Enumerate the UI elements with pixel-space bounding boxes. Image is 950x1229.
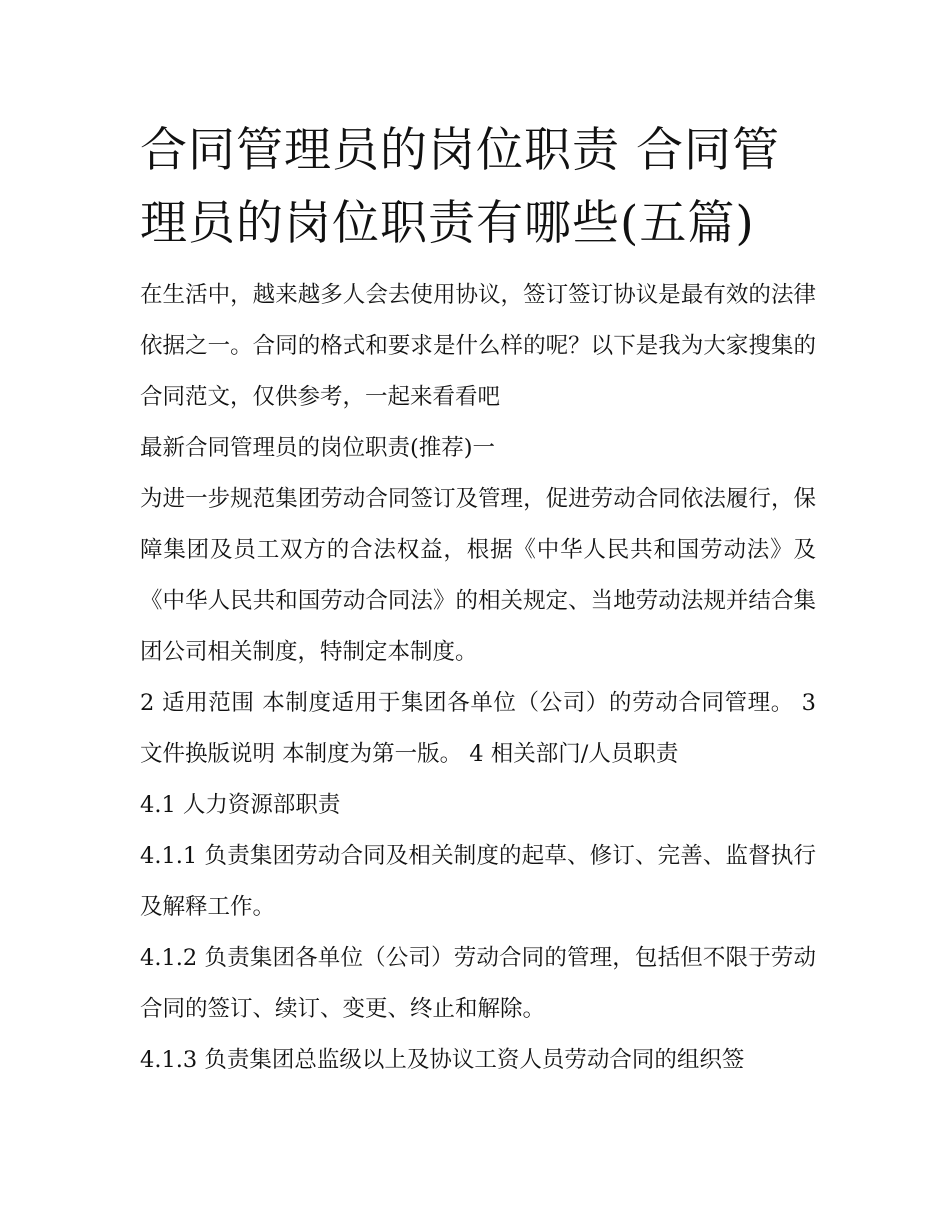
hr-duties-heading: 4.1 人力资源部职责 [140,792,341,818]
duty-item-4-1-1: 4.1.1 负责集团劳动合同及相关制度的起草、修订、完善、监督执行及解释工作。 [140,843,816,920]
document-body [140,114,816,1086]
document-title: 合同管理员的岗位职责 合同管理员的岗位职责有哪些(五篇) [140,123,780,251]
section-heading: 最新合同管理员的岗位职责(推荐)一 [140,435,496,461]
intro-paragraph: 在生活中，越来越多人会去使用协议，签订签订协议是最有效的法律依据之一。合同的格式和要求是什么样的呢？以下是我为大家搜集的合同范文，仅供参考，一起来看看吧 [140,282,816,410]
duty-item-4-1-2: 4.1.2 负责集团各单位（公司）劳动合同的管理，包括但不限于劳动合同的签订、续订、变更、终止和解除。 [140,945,816,1022]
scope-paragraph: 2 适用范围 本制度适用于集团各单位（公司）的劳动合同管理。 3 文件换版说明 本制度为第一版。 4 相关部门/人员职责 [140,690,816,767]
purpose-paragraph: 为进一步规范集团劳动合同签订及管理，促进劳动合同依法履行，保障集团及员工双方的合法权益，根据《中华人民共和国劳动法》及《中华人民共和国劳动合同法》的相关规定、当地劳动法规并结合集团公司相关制度，特制定本制度。 [140,486,816,665]
duty-item-4-1-3: 4.1.3 负责集团总监级以上及协议工资人员劳动合同的组织签 [140,1047,745,1073]
